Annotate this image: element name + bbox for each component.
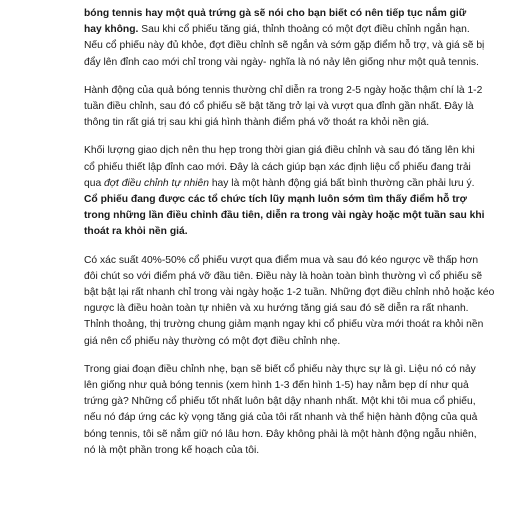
paragraph <box>84 362 478 459</box>
body-text: Có xác suất 40%-50% cổ phiếu vượt qua điểm mua và sau đó kéo ngược về thấp hơn <box>84 254 479 266</box>
body-text: trứng gà? Những cổ phiếu tốt nhất luôn bật dậy nhanh nhất. Một khi tôi mua cổ phiếu, <box>84 396 476 408</box>
bold-text: trong những lần điều chỉnh đầu tiên, diễn ra trong vài ngày hoặc một tuần sau khi <box>84 210 485 222</box>
paragraph <box>84 253 495 350</box>
body-text: Sau khi cổ phiếu tăng giá, thỉnh thoảng có một đợt điều chỉnh ngắn hạn. <box>138 24 470 36</box>
body-text: giá nên cổ phiếu này thường có một đợt điều chỉnh nhẹ. <box>84 335 341 347</box>
bold-text: thoát ra khỏi nền giá. <box>84 226 188 238</box>
text-line <box>84 224 458 240</box>
body-text: Trong giai đoạn điều chỉnh nhẹ, bạn sẽ biết cổ phiếu này thực sự là gì. Liệu nó có nảy <box>84 363 476 375</box>
body-text: đẩy lên đỉnh cao mới chỉ trong vài ngày- nghĩa là nó nảy lên giống như một quả tennis. <box>84 56 479 68</box>
body-text: ngược là điều hoàn toàn tự nhiên và xu hướng tăng giá sau đó sẽ diễn ra rất nhanh. <box>84 303 469 315</box>
text-line <box>84 160 471 176</box>
body-text: Nếu cổ phiếu này đủ khỏe, đợt điều chỉnh sẽ ngắn và sớm gặp điểm hỗ trợ, và giá sẽ bị <box>84 40 485 52</box>
text-line <box>84 22 470 38</box>
text-line <box>84 394 476 410</box>
body-text: đôi chút so với điểm phá vỡ đầu tiên. Điều này là hoàn toàn bình thường vì cổ phiếu sẽ <box>84 270 483 282</box>
body-text: tuần điều chỉnh, sau đó cổ phiếu sẽ bật tăng trở lại và vượt qua đỉnh gần nhất. Đây là <box>84 101 474 113</box>
text-line <box>84 378 469 394</box>
body-text: nó là một phần trong kế hoạch của tôi. <box>84 444 260 456</box>
text-line <box>84 6 467 22</box>
text-line <box>84 285 495 301</box>
text-line <box>84 443 458 459</box>
body-text: lên giống như quả bóng tennis (xem hình 1-3 đến hình 1-5) hay nằm bẹp dí như quả <box>84 380 469 392</box>
text-line <box>84 427 477 443</box>
text-line <box>84 317 484 333</box>
text-line <box>84 99 474 115</box>
text-line <box>84 115 458 131</box>
body-text: cổ phiếu thiết lập đỉnh cao mới. Đây là cách giúp bạn xác định liệu cổ phiếu đang trải <box>84 161 471 173</box>
text-line <box>84 334 458 350</box>
text-line <box>84 208 485 224</box>
text-line <box>84 410 478 426</box>
text-line <box>84 143 475 159</box>
bold-text: hay không. <box>84 24 139 36</box>
paragraph <box>84 6 485 71</box>
text-line <box>84 176 475 192</box>
text-line <box>84 301 469 317</box>
body-text: nếu nó đáp ứng các kỳ vọng tăng giá của tôi rất nhanh và thể hiện hành động của quả <box>84 412 478 424</box>
text-line <box>84 192 468 208</box>
body-text: bóng tennis, tôi sẽ nắm giữ nó lâu hơn. Đây không phải là một hành động ngẫu nhiên, <box>84 428 477 440</box>
text-line <box>84 362 476 378</box>
text-line <box>84 253 479 269</box>
bold-text: Cổ phiếu đang được các tổ chức tích lũy mạnh luôn sớm tìm thấy điểm hỗ trợ <box>84 194 468 206</box>
body-text: thông tin rất giá trị sau khi giá hình thành điểm phá vỡ thoát ra khỏi nền giá. <box>84 117 430 129</box>
body-text: Hành động của quả bóng tennis thường chỉ diễn ra trong 2-5 ngày hoặc thậm chí là 1-2 <box>84 84 483 96</box>
body-text: hay là một hành động giá bất bình thường cần phải lưu ý. <box>208 177 475 189</box>
italic-text: đợt điều chỉnh tự nhiên <box>104 177 209 189</box>
text-line <box>84 83 483 99</box>
body-text: bật bật lại rất nhanh chỉ trong vài ngày hoặc 1-2 tuần. Những đợt điều chỉnh nhỏ hoặc kéo <box>84 287 495 299</box>
body-text: Khối lượng giao dịch nên thu hẹp trong thời gian giá điều chỉnh và sau đó tăng lên khi <box>84 145 475 157</box>
bold-text: bóng tennis hay một quả trứng gà sẽ nói cho bạn biết có nên tiếp tục nắm giữ <box>84 8 467 19</box>
text-line <box>84 269 483 285</box>
paragraph <box>84 143 485 240</box>
paragraph <box>84 83 483 132</box>
text-line <box>84 55 479 71</box>
text-line <box>84 38 485 54</box>
body-text: Thỉnh thoảng, thị trường chung giảm mạnh ngay khi cổ phiếu vừa mới thoát ra khỏi nền <box>84 319 484 331</box>
body-text: qua <box>84 177 105 189</box>
